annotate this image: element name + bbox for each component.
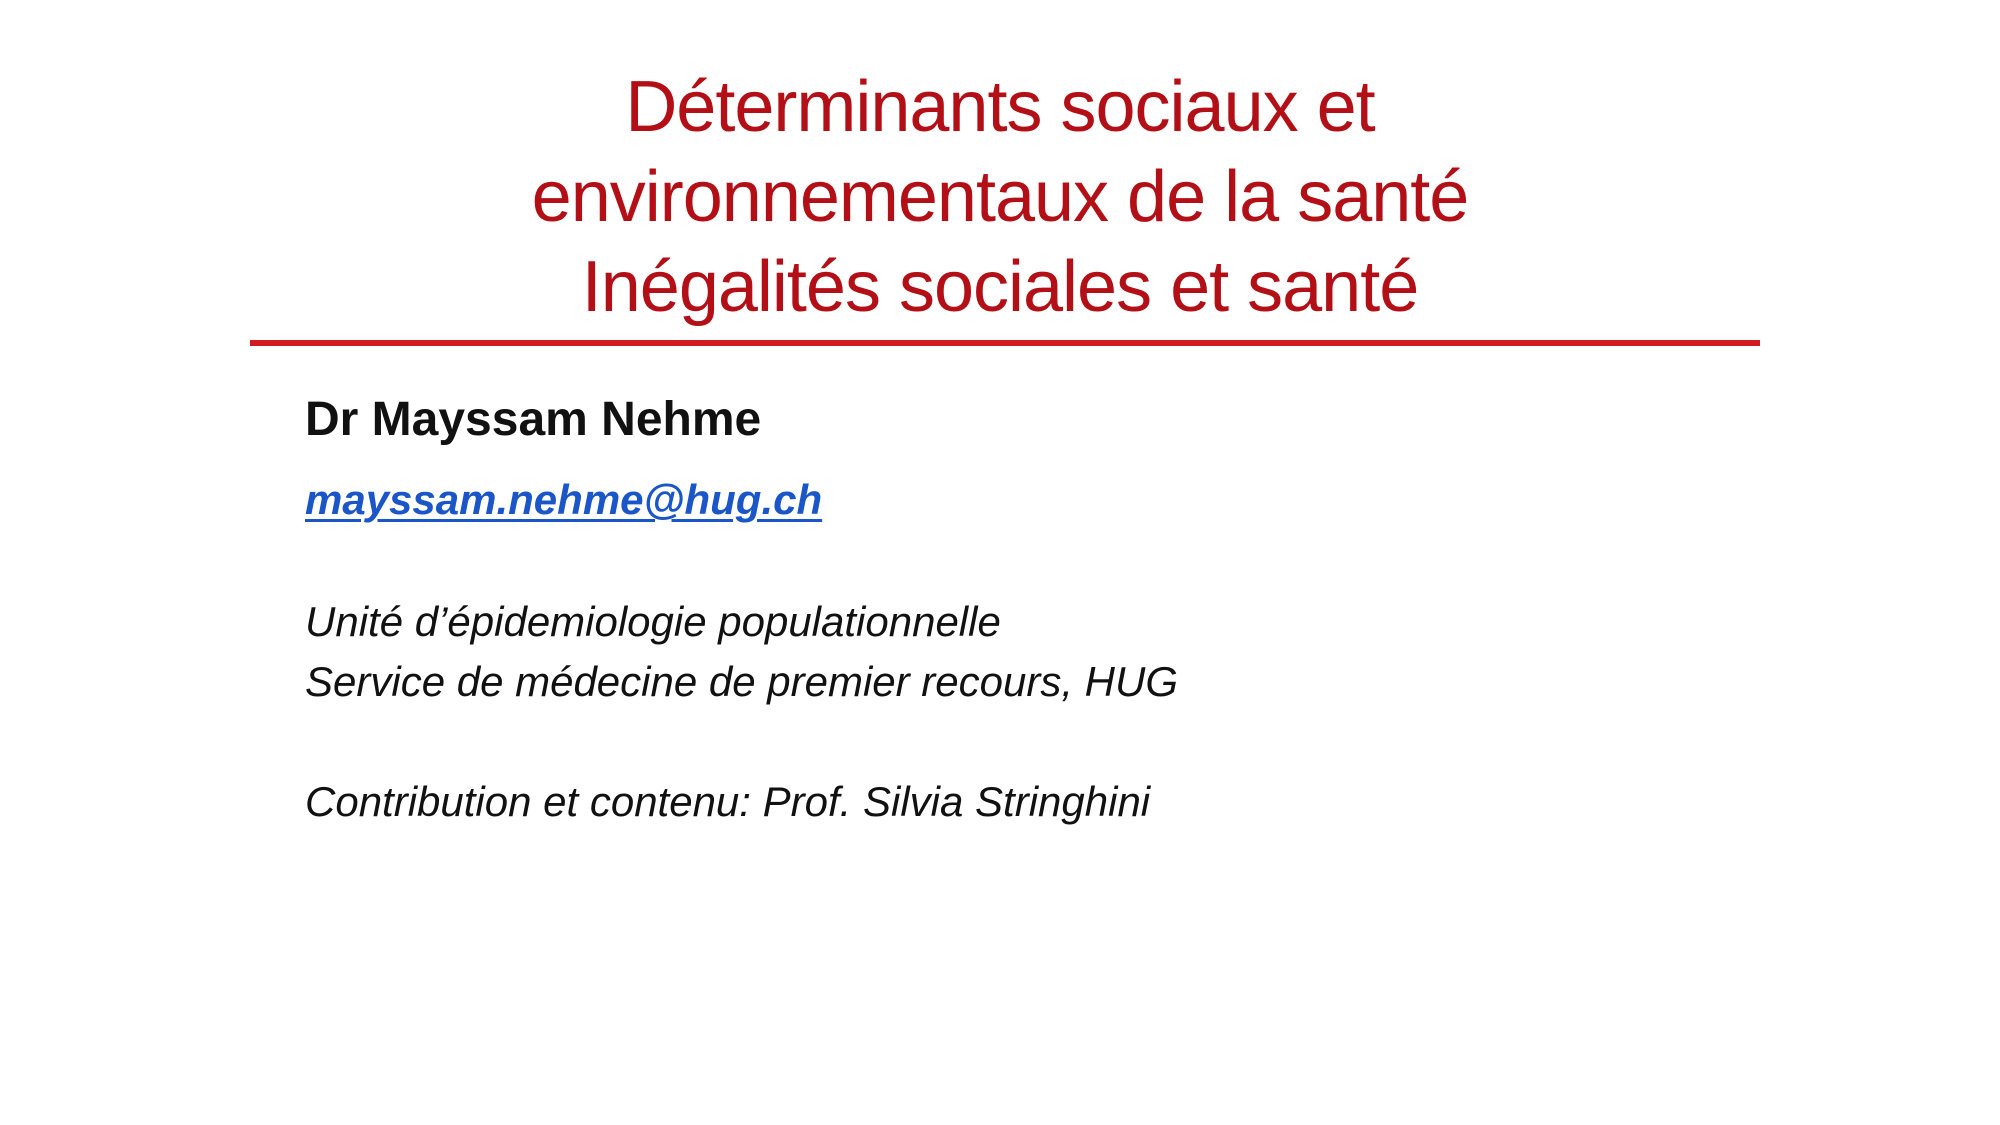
author-email-link[interactable]: mayssam.nehme@hug.ch [305, 476, 823, 523]
affiliation-service: Service de médecine de premier recours, HUG [305, 658, 1179, 705]
slide-title [250, 62, 1750, 332]
title-line-3: Inégalités sociales et santé [581, 247, 1419, 327]
title-line-1: Déterminants sociaux et [625, 67, 1375, 147]
contribution-credit: Contribution et contenu: Prof. Silvia Stringhini [305, 778, 1151, 825]
affiliation [305, 592, 1705, 712]
author-name: Dr Mayssam Nehme [305, 393, 762, 446]
title-line-2: environnementaux de la santé [531, 157, 1469, 237]
slide-body [305, 390, 1705, 832]
affiliation-unit: Unité d’épidemiologie populationnelle [305, 598, 1001, 645]
title-divider [250, 340, 1760, 346]
